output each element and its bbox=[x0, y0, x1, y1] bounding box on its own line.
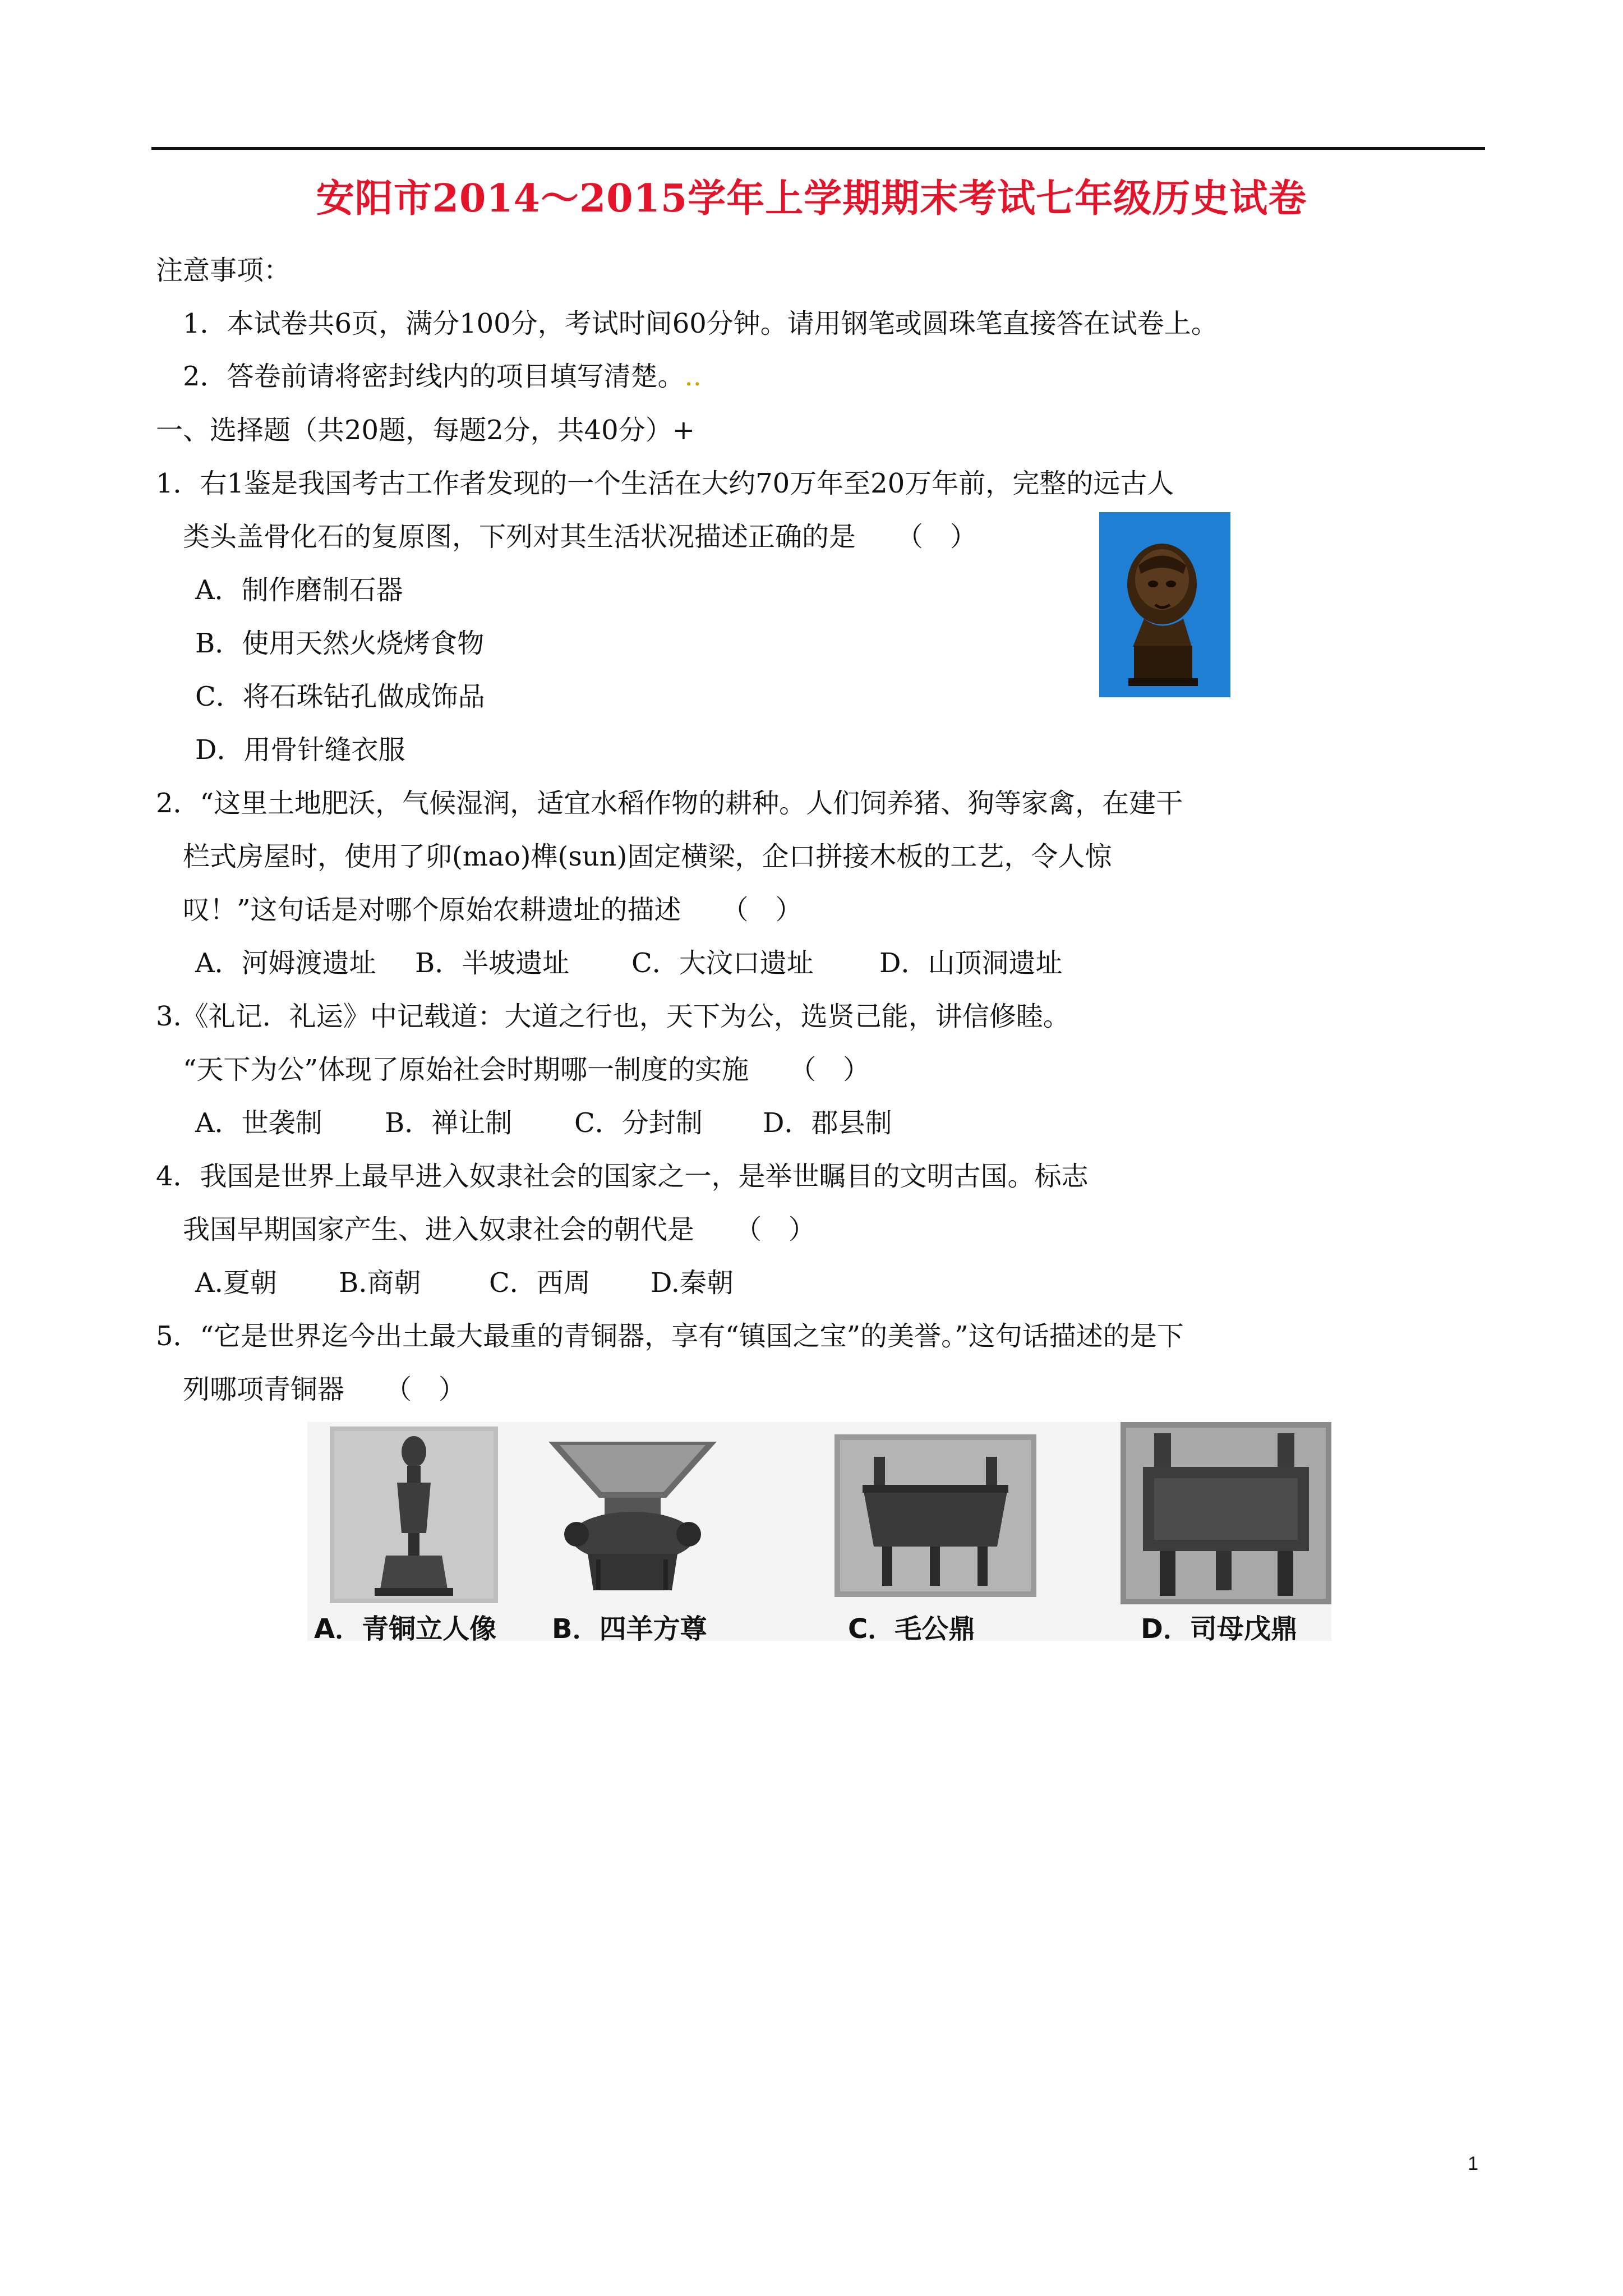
skull-reconstruction-photo bbox=[1099, 512, 1230, 697]
q2-option-a: A．河姆渡遗址 bbox=[195, 947, 376, 979]
q3-option-c: C．分封制 bbox=[574, 1107, 703, 1139]
q1-option-c: C．将石珠钻孔做成饰品 bbox=[195, 681, 485, 712]
page-number: 1 bbox=[1468, 2153, 1478, 2174]
q2-line-2: 栏式房屋时，使用了卯(mao)榫(sun)固定横梁，企口拼接木板的工艺，令人惊 bbox=[183, 841, 1112, 872]
q3-option-b: B．禅让制 bbox=[385, 1107, 513, 1139]
q5-line-2: 列哪项青铜器 （ ） bbox=[183, 1374, 466, 1405]
q4-option-a: A.夏朝 bbox=[195, 1267, 277, 1299]
q2-option-b: B．半坡遗址 bbox=[415, 947, 570, 979]
q4-option-b: B.商朝 bbox=[339, 1267, 421, 1299]
section-heading: 一、选择题（共20题，每题2分，共40分）+ bbox=[156, 415, 695, 446]
header-rule bbox=[151, 147, 1485, 150]
q1-option-d: D．用骨针缝衣服 bbox=[195, 734, 405, 766]
notice-heading: 注意事项： bbox=[156, 255, 291, 286]
q3-line-2: “天下为公”体现了原始社会时期哪一制度的实施 （ ） bbox=[183, 1054, 870, 1085]
mao-gong-ding-image bbox=[834, 1434, 1036, 1597]
caption-d: D．司母戊鼎 bbox=[1141, 1613, 1298, 1645]
q4-line-2: 我国早期国家产生、进入奴隶社会的朝代是 （ ） bbox=[183, 1214, 816, 1245]
q2-line-3: 叹！”这句话是对哪个原始农耕遗址的描述 （ ） bbox=[183, 894, 803, 926]
q4-option-d: D.秦朝 bbox=[651, 1267, 734, 1299]
notice-item-2-wrap bbox=[183, 360, 702, 393]
q1-option-b: B．使用天然火烧烤食物 bbox=[195, 628, 485, 659]
q3-line-1: 3.《礼记．礼运》中记载道：大道之行也，天下为公，选贤己能，讲信修睦。 bbox=[156, 1001, 1070, 1032]
simuwu-ding-image bbox=[1121, 1422, 1331, 1604]
bust-illustration bbox=[1099, 512, 1230, 697]
q5-line-1: 5．“它是世界迄今出土最大最重的青铜器，享有“镇国之宝”的美誉。”这句话描述的是下 bbox=[156, 1320, 1184, 1352]
four-ram-zun-image bbox=[537, 1430, 728, 1599]
notice-item-2: 2．答卷前请将密封线内的项目填写清楚。 bbox=[183, 361, 685, 392]
q1-line-1: 1．右1鉴是我国考古工作者发现的一个生活在大约70万年至20万年前，完整的远古人 bbox=[156, 468, 1174, 499]
notice-mark: .. bbox=[684, 361, 702, 392]
caption-c: C．毛公鼎 bbox=[848, 1613, 976, 1645]
q3-option-a: A．世袭制 bbox=[195, 1107, 322, 1139]
q1-option-a: A．制作磨制石器 bbox=[195, 574, 403, 606]
exam-title: 安阳市2014～2015学年上学期期末考试七年级历史试卷 bbox=[316, 176, 1307, 221]
caption-a: A．青铜立人像 bbox=[314, 1613, 497, 1645]
q1-line-2: 类头盖骨化石的复原图，下列对其生活状况描述正确的是 （ ） bbox=[183, 521, 978, 553]
bronze-ware-images bbox=[307, 1422, 1331, 1645]
q2-option-d: D．山顶洞遗址 bbox=[879, 947, 1063, 979]
notice-item-1: 1．本试卷共6页，满分100分，考试时间60分钟。请用钢笔或圆珠笔直接答在试卷上。 bbox=[183, 308, 1218, 339]
q4-line-1: 4．我国是世界上最早进入奴隶社会的国家之一，是举世瞩目的文明古国。标志 bbox=[156, 1161, 1089, 1192]
q2-option-c: C．大汶口遗址 bbox=[631, 947, 814, 979]
q4-option-c: C．西周 bbox=[489, 1267, 591, 1299]
q2-line-1: 2．“这里土地肥沃，气候湿润，适宜水稻作物的耕种。人们饲养猪、狗等家禽，在建干 bbox=[156, 788, 1183, 819]
caption-b: B．四羊方尊 bbox=[552, 1613, 707, 1645]
q3-option-d: D．郡县制 bbox=[763, 1107, 892, 1139]
bronze-figure-image bbox=[330, 1427, 498, 1603]
